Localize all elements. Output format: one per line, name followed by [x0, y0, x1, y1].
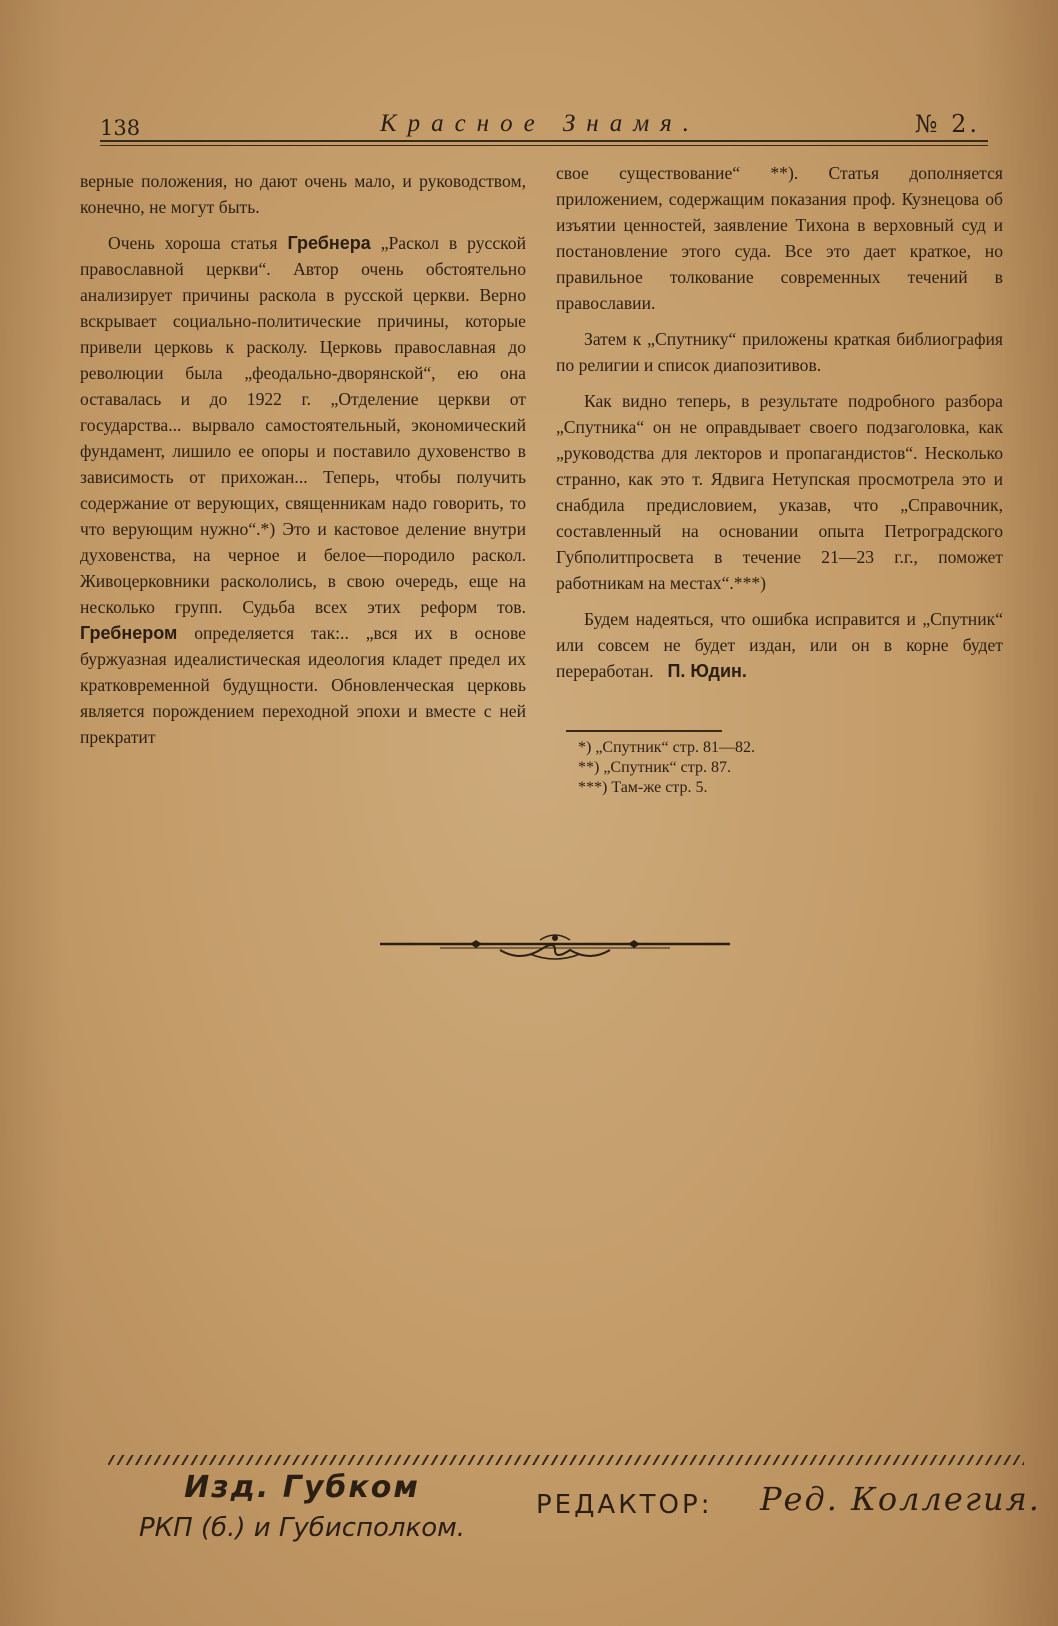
paragraph-text: определяется так:.. „вся их в основе буржуазная идеалистическая идеология кладет предел их кратковременной будущности. Обновленческая церковь является порождением переходной эпохи и вместе с ней прекратит	[80, 623, 526, 747]
bottom-hatched-rule	[108, 1455, 1024, 1465]
footnote-1: *) „Спутник“ стр. 81—82.	[578, 739, 755, 756]
header-rule	[100, 140, 988, 146]
footnotes	[578, 738, 755, 798]
footnote-3: ***) Там-же стр. 5.	[578, 779, 708, 796]
author-name-grebner: Гребнера	[287, 233, 371, 253]
page-header	[100, 110, 980, 144]
left-paragraph-1: верные положения, но дают очень мало, и руководством, конечно, не могут быть.	[80, 171, 526, 217]
left-column	[80, 168, 526, 750]
page-number: 138	[100, 116, 141, 140]
right-paragraph-2: Затем к „Спутнику“ приложены краткая библиография по религии и список диапозитивов.	[556, 329, 1003, 375]
paragraph-text: Будем надеяться, что ошибка исправится и „Спутник“ или совсем не будет издан, или он в корне будет переработан.	[556, 609, 1003, 681]
editor-label: РЕДАКТОР:	[536, 1490, 713, 1520]
right-paragraph-1: свое существование“ **). Статья дополняется приложением, содержащим показания проф. Кузнецова об изъятии ценностей, заявление Тихона в верховный суд и постановление этого суда. Все это дает краткое, но правильное толкование современных течений в православии.	[556, 163, 1003, 313]
publisher-line-1: Изд. Губком	[184, 1470, 420, 1505]
right-paragraph-4	[556, 606, 1003, 684]
left-paragraph-2	[80, 230, 526, 750]
publisher-imprint	[112, 1470, 492, 1543]
ornament-divider	[380, 930, 730, 964]
author-signature: П. Юдин.	[667, 661, 747, 681]
right-paragraph-3: Как видно теперь, в результате подробного разбора „Спутника“ он не оправдывает своего подзаголовка, как „руководства для лекторов и пропагандистов“. Несколько странно, как это т. Ядвига Нетупская просмотрела это и снабдила предисловием, указав, что „Справочник, составленный на основании опыта Петроградского Губполитпросвета в течение 21—23 г.г., поможет работникам на местах“.***)	[556, 391, 1003, 593]
right-column	[556, 160, 1003, 684]
author-name-grebner-2: Гребнером	[80, 623, 178, 643]
footnote-rule	[566, 730, 722, 732]
paragraph-text: Очень хороша статья	[108, 233, 278, 253]
publisher-line-2: РКП (б.) и Губисполком.	[138, 1513, 466, 1543]
journal-title: Красное Знамя.	[379, 110, 701, 137]
footnote-2: **) „Спутник“ стр. 87.	[578, 759, 731, 776]
editor-name: Ред. Коллегия.	[760, 1480, 1041, 1518]
paragraph-text: „Раскол в русской православной церкви“. Автор очень обстоятельно анализирует причины раскола в русской церкви. Верно вскрывает социально-политические причины, которые привели церковь к расколу. Церковь православная до революции была „феодально-дворянской“, ею она оставалась и до 1922 г. „Отделение церкви от государства... вырвало самостоятельный, экономический фундамент, лишило ее опоры и поставило духовенство в зависимость от прихожан... Теперь, чтобы получить содержание от верующих, священникам надо говорить, то что верующим нужно“.*) Это и кастовое деление внутри духовенства, на черное и белое—породило раскол. Живоцерковники раскололись, в свою очередь, еще на несколько групп. Судьба всех этих реформ тов.	[80, 233, 526, 617]
issue-number: № 2.	[914, 110, 980, 138]
